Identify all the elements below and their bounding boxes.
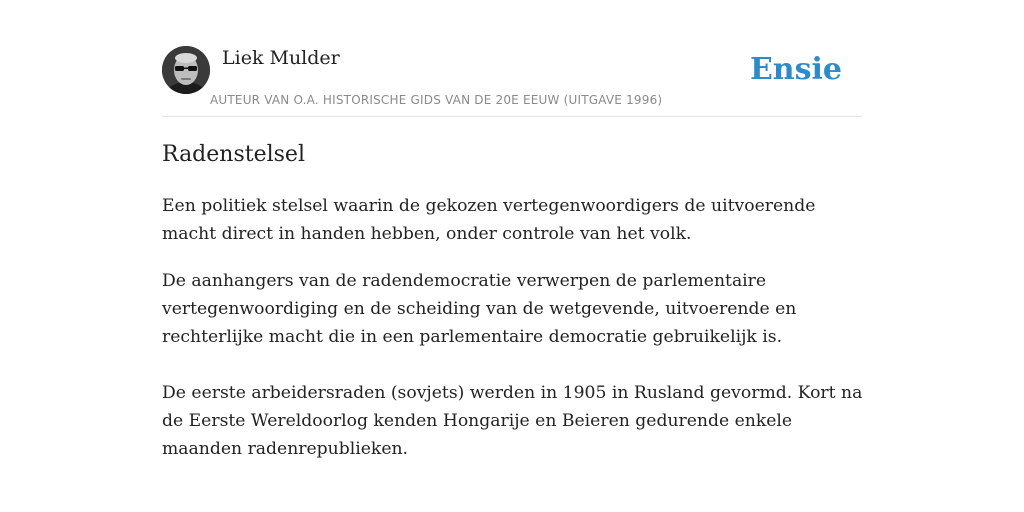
entry-body bbox=[162, 192, 868, 482]
brand-logo[interactable]: Ensie bbox=[749, 52, 842, 87]
author-description: AUTEUR VAN O.A. HISTORISCHE GIDS VAN DE 20E EEUW (UITGAVE 1996) bbox=[210, 93, 663, 107]
entry-paragraph: Een politiek stelsel waarin de gekozen vertegenwoordigers de uitvoerende macht direct in handen hebben, onder controle van het volk. bbox=[162, 196, 816, 244]
entry-title: Radenstelsel bbox=[162, 142, 305, 167]
author-header bbox=[162, 46, 862, 117]
author-avatar[interactable] bbox=[162, 46, 210, 94]
entry-paragraph: De eerste arbeidersraden (sovjets) werden in 1905 in Rusland gevormd. Kort na de Eerste Wereldoorlog kenden Hongarije en Beieren gedurende enkele maanden radenrepublieken. bbox=[162, 383, 863, 459]
author-portrait-icon bbox=[162, 46, 210, 94]
entry-paragraph: De aanhangers van de radendemocratie verwerpen de parlementaire vertegenwoordiging en de scheiding van de wetgevende, uitvoerende en rechterlijke macht die in een parlementaire democratie gebruikelijk is. bbox=[162, 271, 797, 347]
author-name[interactable]: Liek Mulder bbox=[222, 47, 340, 69]
